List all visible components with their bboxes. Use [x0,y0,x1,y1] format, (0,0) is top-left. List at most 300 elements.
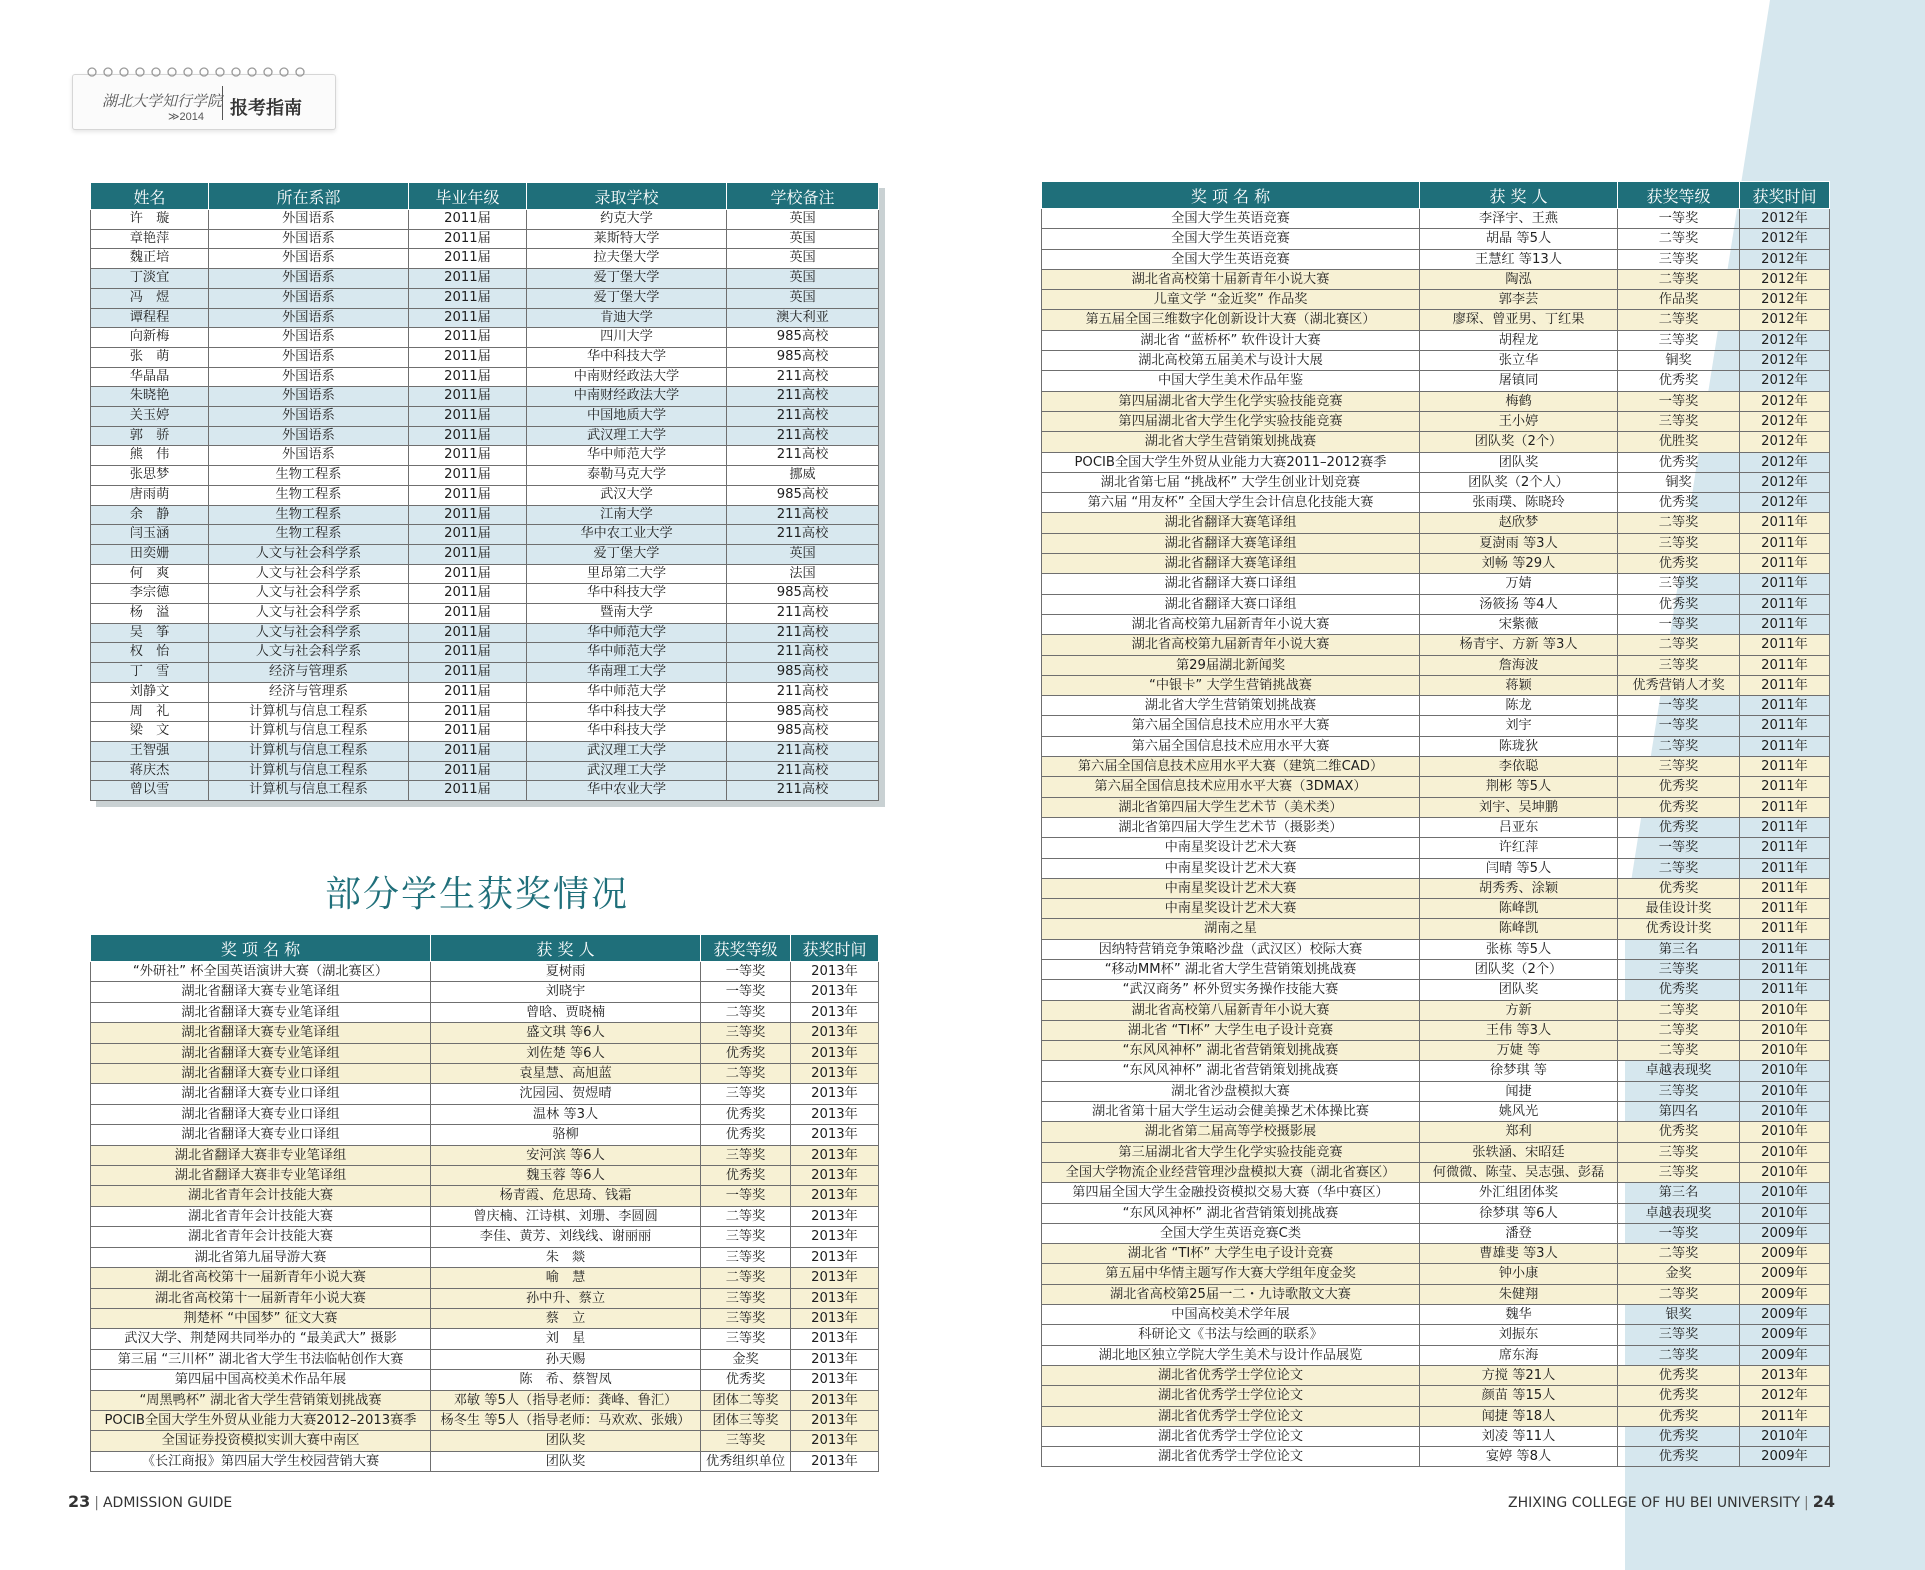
graduates-cell: 吴 筝 [91,623,209,643]
award-cell: “中银卡” 大学生营销挑战赛 [1042,675,1420,695]
award-cell: 陈龙 [1420,696,1618,716]
graduates-header-row [91,183,879,210]
graduates-body [91,210,879,801]
award-cell: 三等奖 [701,1227,791,1247]
award-cell: 方新 [1420,1000,1618,1020]
table-row [1042,432,1830,452]
award-cell: 颜苗 等15人 [1420,1386,1618,1406]
award-cell: 科研论文《书法与绘画的联系》 [1042,1325,1420,1345]
header-divider [222,86,223,120]
table-row [1042,939,1830,959]
award-cell: 湖北省第四届大学生艺术节（美术类） [1042,797,1420,817]
award-cell: 朱健翔 [1420,1284,1618,1304]
award-cell: 二等奖 [1618,513,1740,533]
graduates-cell: 武汉理工大学 [527,761,727,781]
graduates-cell: 英国 [727,210,879,230]
award-cell: 湖北省第九届导游大赛 [91,1247,431,1267]
table-row [1042,513,1830,533]
table-row [1042,655,1830,675]
graduates-cell: 外国语系 [209,229,409,249]
award-cell: 湖北省翻译大赛笔译组 [1042,533,1420,553]
graduates-cell: 211高校 [727,387,879,407]
award-cell: 2011年 [1740,797,1830,817]
graduates-cell: 经济与管理系 [209,682,409,702]
award-cell: 2012年 [1740,269,1830,289]
award-cell: 陈峰凯 [1420,899,1618,919]
award-cell: 2013年 [791,962,879,982]
graduates-cell: 2011届 [409,643,527,663]
award-cell: 优秀奖 [701,1104,791,1124]
graduates-cell: 211高校 [727,604,879,624]
award-cell: 优秀奖 [1618,554,1740,574]
award-cell: 三等奖 [1618,1142,1740,1162]
graduates-cell: 2011届 [409,505,527,525]
graduates-cell: 华中师范大学 [527,623,727,643]
graduates-cell: 武汉理工大学 [527,426,727,446]
graduates-cell: 211高校 [727,643,879,663]
award-cell: 刘凌 等11人 [1420,1426,1618,1446]
award-cell: 湖北省翻译大赛专业口译组 [91,1084,431,1104]
awards-table-right [1041,181,1830,1467]
award-cell: 宋紫薇 [1420,614,1618,634]
award-cell: 王慧红 等13人 [1420,249,1618,269]
award-cell: 湖北省翻译大赛专业笔译组 [91,982,431,1002]
table-row [91,1104,879,1124]
graduates-cell: 2011届 [409,288,527,308]
award-cell: 曹雄斐 等3人 [1420,1244,1618,1264]
graduates-cell: 郭 骄 [91,426,209,446]
table-row [1042,1061,1830,1081]
graduates-cell: 关玉婷 [91,407,209,427]
award-cell: 银奖 [1618,1305,1740,1325]
graduates-cell: 华中科技大学 [527,584,727,604]
award-cell: 2012年 [1740,371,1830,391]
table-row [1042,635,1830,655]
graduates-cell: 2011届 [409,525,527,545]
table-row [1042,1000,1830,1020]
award-cell: 湖北省高校第九届新青年小说大赛 [1042,635,1420,655]
table-row [1042,878,1830,898]
table-row [91,446,879,466]
award-cell: 作品奖 [1618,290,1740,310]
award-cell: 湖北省翻译大赛口译组 [1042,574,1420,594]
table-row [1042,1365,1830,1385]
graduates-cell: 2011届 [409,623,527,643]
table-row [1042,533,1830,553]
award-cell: 湖北省高校第九届新青年小说大赛 [1042,614,1420,634]
table-row [91,426,879,446]
award-cell: 2013年 [791,1064,879,1084]
table-row [1042,1142,1830,1162]
table-row [91,761,879,781]
award-header-cell: 获奖等级 [701,935,791,962]
graduates-cell: 闫玉涵 [91,525,209,545]
graduates-cell: 华中科技大学 [527,347,727,367]
graduates-cell: 2011届 [409,682,527,702]
table-row [91,781,879,801]
award-cell: 宴婷 等8人 [1420,1447,1618,1467]
award-cell: 优秀奖 [1618,878,1740,898]
award-cell: 湖北省青年会计技能大赛 [91,1227,431,1247]
award-cell: 潘登 [1420,1223,1618,1243]
award-cell: 温林 等3人 [431,1104,701,1124]
table-row [91,682,879,702]
award-cell: 二等奖 [1618,1020,1740,1040]
award-cell: 2011年 [1740,899,1830,919]
guide-title: 报考指南 [230,98,302,119]
graduates-cell: 2011届 [409,761,527,781]
award-cell: 陈 希、蔡智凤 [431,1370,701,1390]
graduates-cell: 华中师范大学 [527,682,727,702]
table-row [1042,1223,1830,1243]
award-cell: 李佳、黄芳、刘线线、谢丽丽 [431,1227,701,1247]
award-cell: 团队奖（2个人） [1420,472,1618,492]
table-row [91,466,879,486]
table-row [1042,554,1830,574]
award-cell: 魏玉蓉 等6人 [431,1166,701,1186]
award-cell: 李依聪 [1420,757,1618,777]
award-cell: 2010年 [1740,1142,1830,1162]
graduates-cell: 爱丁堡大学 [527,544,727,564]
award-cell: 湖北省高校第十一届新青年小说大赛 [91,1268,431,1288]
award-cell: 2010年 [1740,1061,1830,1081]
award-cell: 王伟 等3人 [1420,1020,1618,1040]
table-row [91,643,879,663]
table-row [91,229,879,249]
table-row [91,1227,879,1247]
award-cell: 喻 慧 [431,1268,701,1288]
table-row [91,1268,879,1288]
award-cell: 2011年 [1740,1406,1830,1426]
table-row [91,564,879,584]
award-cell: 闻捷 [1420,1081,1618,1101]
graduates-cell: 211高校 [727,505,879,525]
award-cell: 团队奖 [431,1431,701,1451]
award-cell: 刘宇 [1420,716,1618,736]
award-cell: 中国高校美术学年展 [1042,1305,1420,1325]
graduates-cell: 2011届 [409,269,527,289]
graduates-cell: 华中农业大学 [527,781,727,801]
table-row [91,1288,879,1308]
graduates-cell: 蒋庆杰 [91,761,209,781]
award-cell: 2010年 [1740,1122,1830,1142]
award-cell: 金奖 [1618,1264,1740,1284]
award-cell: 二等奖 [1618,310,1740,330]
award-cell: 湖北省高校第十届新青年小说大赛 [1042,269,1420,289]
graduates-cell: 英国 [727,544,879,564]
awards-left-body [91,962,879,1472]
award-header-cell: 获奖等级 [1618,182,1740,209]
table-row [91,1247,879,1267]
award-cell: 2013年 [791,1451,879,1471]
graduates-cell: 外国语系 [209,328,409,348]
award-cell: 三等奖 [701,1247,791,1267]
award-cell: 2012年 [1740,310,1830,330]
award-cell: 2011年 [1740,919,1830,939]
award-cell: 2009年 [1740,1223,1830,1243]
award-cell: 武汉大学、荆楚网共同举办的 “最美武大” 摄影 [91,1329,431,1349]
award-cell: 2013年 [1740,1365,1830,1385]
award-cell: 2010年 [1740,1426,1830,1446]
award-cell: 优秀奖 [1618,817,1740,837]
award-cell: 全国大学生英语竞赛 [1042,249,1420,269]
graduates-cell: 人文与社会科学系 [209,623,409,643]
graduates-cell: 2011届 [409,702,527,722]
graduates-cell: 211高校 [727,525,879,545]
award-cell: 2011年 [1740,716,1830,736]
graduates-cell: 2011届 [409,722,527,742]
graduates-cell: 刘静文 [91,682,209,702]
graduates-cell: 985高校 [727,722,879,742]
graduates-cell: 2011届 [409,387,527,407]
table-row [1042,1244,1830,1264]
award-cell: 三等奖 [701,1084,791,1104]
award-cell: 2011年 [1740,736,1830,756]
table-row [91,1410,879,1430]
table-row [1042,1162,1830,1182]
graduates-cell: 人文与社会科学系 [209,564,409,584]
graduates-cell: 华晶晶 [91,367,209,387]
table-row [91,584,879,604]
graduates-cell: 985高校 [727,663,879,683]
award-cell: 湖北省翻译大赛专业笔译组 [91,1043,431,1063]
graduates-cell: 2011届 [409,485,527,505]
table-row [91,1084,879,1104]
award-cell: 湖北省 “蓝桥杯” 软件设计大赛 [1042,330,1420,350]
award-cell: 2009年 [1740,1325,1830,1345]
award-cell: 2013年 [791,1247,879,1267]
award-cell: “东风风神杯” 湖北省营销策划挑战赛 [1042,1041,1420,1061]
table-row [91,1145,879,1165]
award-cell: 第六届全国信息技术应用水平大赛 [1042,716,1420,736]
graduates-cell: 2011届 [409,584,527,604]
award-cell: 徐梦琪 等6人 [1420,1203,1618,1223]
graduates-cell: 约克大学 [527,210,727,230]
graduates-cell: 人文与社会科学系 [209,584,409,604]
award-cell: “周黑鸭杯” 湖北省大学生营销策划挑战赛 [91,1390,431,1410]
graduates-cell: 2011届 [409,781,527,801]
graduates-cell: 生物工程系 [209,466,409,486]
footer-right-page: 24 [1812,1492,1835,1511]
award-cell: 卓越表现奖 [1618,1203,1740,1223]
award-cell: 第三届 “三川杯” 湖北省大学生书法临帖创作大赛 [91,1349,431,1369]
award-cell: 第三届湖北省大学生化学实验技能竞赛 [1042,1142,1420,1162]
award-cell: 一等奖 [1618,696,1740,716]
table-row [1042,452,1830,472]
award-cell: 闻捷 等18人 [1420,1406,1618,1426]
award-cell: 2011年 [1740,959,1830,979]
award-cell: 优秀奖 [1618,452,1740,472]
award-cell: 一等奖 [1618,614,1740,634]
award-cell: POCIB全国大学生外贸从业能力大赛2011–2012赛季 [1042,452,1420,472]
table-row [1042,858,1830,878]
award-cell: 中南星奖设计艺术大赛 [1042,838,1420,858]
award-cell: 2013年 [791,1308,879,1328]
award-cell: 第六届 “用友杯” 全国大学生会计信息化技能大赛 [1042,493,1420,513]
award-cell: 湖北省第七届 “挑战杯” 大学生创业计划竞赛 [1042,472,1420,492]
award-cell: 2013年 [791,1186,879,1206]
award-cell: 二等奖 [1618,858,1740,878]
award-cell: 盛文琪 等6人 [431,1023,701,1043]
graduates-cell: 2011届 [409,210,527,230]
table-row [1042,1264,1830,1284]
table-row [1042,899,1830,919]
award-cell: 湖北省优秀学士学位论文 [1042,1447,1420,1467]
graduates-cell: 2011届 [409,663,527,683]
award-cell: 优胜奖 [1618,432,1740,452]
graduates-cell: 华南理工大学 [527,663,727,683]
binder-rings-icon [84,66,314,78]
award-cell: 许红萍 [1420,838,1618,858]
award-cell: 2012年 [1740,209,1830,229]
award-cell: 何微微、陈莹、吴志强、彭磊 [1420,1162,1618,1182]
table-row [1042,351,1830,371]
table-row [91,1451,879,1471]
award-cell: 钟小康 [1420,1264,1618,1284]
graduates-cell: 熊 伟 [91,446,209,466]
award-cell: 2011年 [1740,513,1830,533]
award-cell: 一等奖 [1618,716,1740,736]
award-cell: 团体三等奖 [701,1410,791,1430]
award-cell: 2013年 [791,982,879,1002]
award-cell: “武汉商务” 杯外贸实务操作技能大赛 [1042,980,1420,1000]
graduates-cell: 冯 煜 [91,288,209,308]
graduates-cell: 武汉大学 [527,485,727,505]
award-cell: 2011年 [1740,635,1830,655]
graduates-cell: 211高校 [727,781,879,801]
graduates-cell: 2011届 [409,367,527,387]
graduates-cell: 外国语系 [209,407,409,427]
graduates-cell: 外国语系 [209,288,409,308]
awards-right-header-row [1042,182,1830,209]
table-row [1042,411,1830,431]
award-cell: 第六届全国信息技术应用水平大赛 [1042,736,1420,756]
award-cell: 蔡 立 [431,1308,701,1328]
header-tag [72,72,334,132]
award-cell: 湖北省沙盘模拟大赛 [1042,1081,1420,1101]
award-cell: 刘宇、吴坤鹏 [1420,797,1618,817]
graduates-cell: 计算机与信息工程系 [209,702,409,722]
table-row [1042,696,1830,716]
award-cell: 二等奖 [701,1268,791,1288]
award-cell: 湖北省翻译大赛笔译组 [1042,554,1420,574]
graduates-cell: 英国 [727,269,879,289]
award-cell: 二等奖 [701,1064,791,1084]
award-cell: 梅鹤 [1420,391,1618,411]
graduates-cell: 计算机与信息工程系 [209,761,409,781]
award-cell: 万婧 [1420,574,1618,594]
award-cell: 魏华 [1420,1305,1618,1325]
award-cell: 优秀奖 [1618,1365,1740,1385]
award-cell: 2009年 [1740,1447,1830,1467]
award-cell: 全国大学生英语竞赛C类 [1042,1223,1420,1243]
table-row [91,702,879,722]
award-cell: 第六届全国信息技术应用水平大赛（建筑二维CAD） [1042,757,1420,777]
award-cell: 赵欣梦 [1420,513,1618,533]
award-cell: 第29届湖北新闻奖 [1042,655,1420,675]
award-cell: 杨青宇、方新 等3人 [1420,635,1618,655]
graduates-cell: 211高校 [727,682,879,702]
graduates-cell: 曾以雪 [91,781,209,801]
award-cell: 湖北省翻译大赛专业口译组 [91,1104,431,1124]
award-cell: 团队奖 [431,1451,701,1471]
award-cell: 2012年 [1740,229,1830,249]
award-cell: 中南星奖设计艺术大赛 [1042,858,1420,878]
graduates-cell: 985高校 [727,485,879,505]
award-cell: 湖北省第四届大学生艺术节（摄影类） [1042,817,1420,837]
table-row [91,328,879,348]
award-cell: 2012年 [1740,411,1830,431]
award-cell: 三等奖 [1618,1325,1740,1345]
award-cell: 2013年 [791,1125,879,1145]
table-row [91,1064,879,1084]
award-cell: 中国大学生美术作品年鉴 [1042,371,1420,391]
award-cell: 湖北省翻译大赛非专业笔译组 [91,1145,431,1165]
graduates-cell: 澳大利亚 [727,308,879,328]
award-cell: 郑利 [1420,1122,1618,1142]
footer-left-page: 23 [68,1492,91,1511]
table-row [1042,594,1830,614]
award-cell: 陈峰凯 [1420,919,1618,939]
graduates-cell: 中南财经政法大学 [527,387,727,407]
award-cell: 优秀奖 [701,1043,791,1063]
table-row [1042,716,1830,736]
award-cell: 2010年 [1740,1000,1830,1020]
award-cell: 优秀营销人才奖 [1618,675,1740,695]
graduates-cell: 丁 雪 [91,663,209,683]
table-row [1042,472,1830,492]
award-cell: 全国大学生英语竞赛 [1042,229,1420,249]
award-cell: 2013年 [791,1002,879,1022]
award-cell: 一等奖 [1618,1223,1740,1243]
graduates-cell: 泰勒马克大学 [527,466,727,486]
award-cell: 优秀奖 [1618,1447,1740,1467]
award-cell: 湖北省优秀学士学位论文 [1042,1386,1420,1406]
table-row [1042,1203,1830,1223]
award-cell: 优秀奖 [701,1125,791,1145]
award-cell: 湖北省大学生营销策划挑战赛 [1042,432,1420,452]
graduates-cell: 2011届 [409,446,527,466]
graduates-header-cell: 姓名 [91,183,209,210]
table-row [91,663,879,683]
award-cell: 2012年 [1740,351,1830,371]
table-row [91,1166,879,1186]
graduates-cell: 985高校 [727,347,879,367]
award-cell: 2011年 [1740,655,1830,675]
award-cell: 外汇组团体奖 [1420,1183,1618,1203]
table-row [91,722,879,742]
award-cell: 朱 燚 [431,1247,701,1267]
award-cell: 优秀奖 [1618,1386,1740,1406]
graduates-cell: 985高校 [727,584,879,604]
awards-right-body [1042,209,1830,1467]
table-row [91,1329,879,1349]
award-cell: 2010年 [1740,1183,1830,1203]
graduates-cell: 985高校 [727,702,879,722]
award-cell: 2013年 [791,1268,879,1288]
award-cell: 2012年 [1740,493,1830,513]
award-cell: 2013年 [791,1166,879,1186]
award-cell: 三等奖 [1618,249,1740,269]
award-cell: 湖北省 “TI杯” 大学生电子设计竞赛 [1042,1244,1420,1264]
graduates-cell: 华中科技大学 [527,722,727,742]
award-cell: 三等奖 [1618,411,1740,431]
award-cell: 杨青霞、危思琦、钱霜 [431,1186,701,1206]
graduates-cell: 211高校 [727,741,879,761]
award-cell: 2011年 [1740,817,1830,837]
table-row [91,962,879,982]
award-cell: 席东海 [1420,1345,1618,1365]
